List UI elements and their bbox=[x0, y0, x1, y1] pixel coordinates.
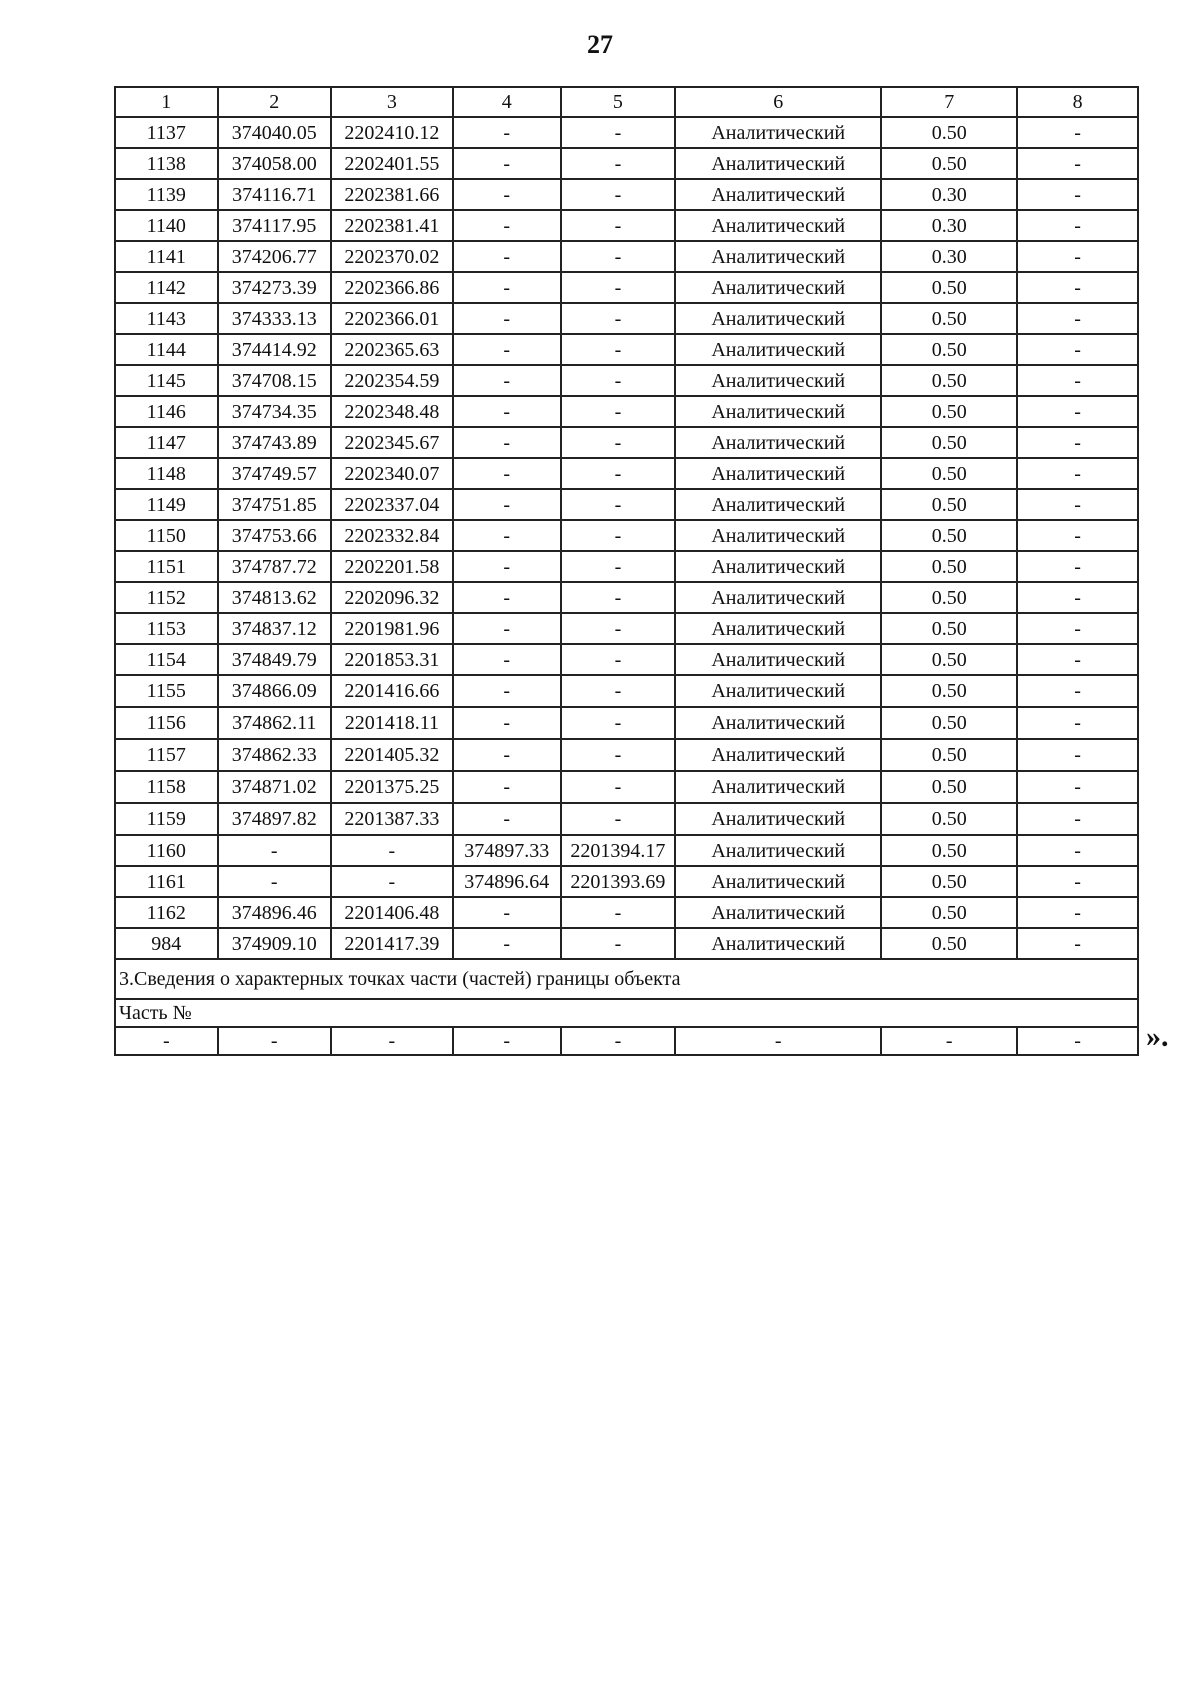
table-cell: 374753.66 bbox=[218, 520, 331, 551]
table-cell: 374708.15 bbox=[218, 365, 331, 396]
table-cell: - bbox=[561, 897, 675, 928]
table-cell: 0.50 bbox=[881, 866, 1017, 897]
table-cell: - bbox=[453, 1027, 561, 1055]
table-cell: 374058.00 bbox=[218, 148, 331, 179]
table-cell: 2201393.69 bbox=[561, 866, 675, 897]
table-cell: 0.30 bbox=[881, 210, 1017, 241]
table-cell: - bbox=[1017, 427, 1138, 458]
table-cell: - bbox=[561, 582, 675, 613]
table-cell: 1139 bbox=[115, 179, 218, 210]
table-cell: 0.50 bbox=[881, 835, 1017, 866]
table-cell: - bbox=[1017, 866, 1138, 897]
table-row bbox=[115, 739, 1138, 771]
table-cell: - bbox=[561, 803, 675, 835]
table-cell: 2202201.58 bbox=[331, 551, 453, 582]
table-row bbox=[115, 582, 1138, 613]
table-cell: 2202354.59 bbox=[331, 365, 453, 396]
table-cell: 2202096.32 bbox=[331, 582, 453, 613]
table-cell: 374871.02 bbox=[218, 771, 331, 803]
table-cell: 1153 bbox=[115, 613, 218, 644]
table-cell: 0.50 bbox=[881, 675, 1017, 707]
table-cell: 374743.89 bbox=[218, 427, 331, 458]
table-cell: - bbox=[218, 1027, 331, 1055]
table-row bbox=[115, 897, 1138, 928]
table-cell: - bbox=[453, 334, 561, 365]
table-cell: - bbox=[453, 739, 561, 771]
table-cell: 1151 bbox=[115, 551, 218, 582]
table-cell: Аналитический bbox=[675, 707, 881, 739]
table-cell: Аналитический bbox=[675, 179, 881, 210]
table-row bbox=[115, 707, 1138, 739]
table-cell: 2202381.41 bbox=[331, 210, 453, 241]
table-cell: Аналитический bbox=[675, 241, 881, 272]
column-header-cell: 4 bbox=[453, 87, 561, 117]
table-cell: 374813.62 bbox=[218, 582, 331, 613]
column-header-cell: 8 bbox=[1017, 87, 1138, 117]
table-cell: - bbox=[453, 427, 561, 458]
part-label-row bbox=[115, 999, 1138, 1027]
table-cell: - bbox=[453, 148, 561, 179]
table-cell: 0.50 bbox=[881, 396, 1017, 427]
table-cell: 2202366.01 bbox=[331, 303, 453, 334]
table-cell: 0.50 bbox=[881, 458, 1017, 489]
table-cell: - bbox=[453, 272, 561, 303]
section-title-row bbox=[115, 959, 1138, 999]
table-cell: 374117.95 bbox=[218, 210, 331, 241]
table-cell: - bbox=[561, 303, 675, 334]
column-header-cell: 5 bbox=[561, 87, 675, 117]
table-cell: 0.30 bbox=[881, 179, 1017, 210]
table-cell: Аналитический bbox=[675, 117, 881, 148]
table-cell: 1159 bbox=[115, 803, 218, 835]
table-row bbox=[115, 427, 1138, 458]
table-cell: - bbox=[561, 241, 675, 272]
table-cell: 2202381.66 bbox=[331, 179, 453, 210]
table-cell: 0.50 bbox=[881, 520, 1017, 551]
table-cell: - bbox=[561, 365, 675, 396]
table-cell: 0.50 bbox=[881, 613, 1017, 644]
table-cell: - bbox=[453, 241, 561, 272]
table-row bbox=[115, 179, 1138, 210]
table-cell: 1152 bbox=[115, 582, 218, 613]
table-row bbox=[115, 803, 1138, 835]
table-cell: - bbox=[453, 117, 561, 148]
table-cell: - bbox=[331, 835, 453, 866]
table-cell: Аналитический bbox=[675, 897, 881, 928]
table-cell: 0.50 bbox=[881, 803, 1017, 835]
table-cell: 2202340.07 bbox=[331, 458, 453, 489]
table-cell: - bbox=[1017, 928, 1138, 959]
table-cell: 2201418.11 bbox=[331, 707, 453, 739]
table-cell: - bbox=[1017, 117, 1138, 148]
table-cell: - bbox=[453, 458, 561, 489]
table-cell: Аналитический bbox=[675, 303, 881, 334]
table-cell: - bbox=[1017, 739, 1138, 771]
table-cell: Аналитический bbox=[675, 551, 881, 582]
table-cell: - bbox=[561, 458, 675, 489]
table-cell: 2201416.66 bbox=[331, 675, 453, 707]
table-cell: - bbox=[453, 897, 561, 928]
table-cell: Аналитический bbox=[675, 675, 881, 707]
empty-part-row bbox=[115, 1027, 1138, 1055]
table-cell: - bbox=[453, 520, 561, 551]
table-cell: - bbox=[1017, 365, 1138, 396]
table-cell: 0.50 bbox=[881, 928, 1017, 959]
table-cell: - bbox=[331, 866, 453, 897]
table-cell: 374897.82 bbox=[218, 803, 331, 835]
table-cell: 374896.64 bbox=[453, 866, 561, 897]
table-cell: 1137 bbox=[115, 117, 218, 148]
table-cell: 374273.39 bbox=[218, 272, 331, 303]
table-row bbox=[115, 675, 1138, 707]
table-cell: 0.30 bbox=[881, 241, 1017, 272]
table-cell: 1148 bbox=[115, 458, 218, 489]
table-cell: 374862.33 bbox=[218, 739, 331, 771]
table-cell: 2202370.02 bbox=[331, 241, 453, 272]
table-row bbox=[115, 396, 1138, 427]
column-header-cell: 1 bbox=[115, 87, 218, 117]
table-cell: 2202332.84 bbox=[331, 520, 453, 551]
table-cell: 374897.33 bbox=[453, 835, 561, 866]
table-cell: - bbox=[561, 707, 675, 739]
table-cell: 0.50 bbox=[881, 303, 1017, 334]
table-cell: - bbox=[1017, 489, 1138, 520]
table-cell: - bbox=[561, 148, 675, 179]
table-row bbox=[115, 272, 1138, 303]
table-cell: 1146 bbox=[115, 396, 218, 427]
table-cell: - bbox=[1017, 520, 1138, 551]
table-cell: - bbox=[881, 1027, 1017, 1055]
table-cell: Аналитический bbox=[675, 365, 881, 396]
table-cell: 984 bbox=[115, 928, 218, 959]
table-row bbox=[115, 365, 1138, 396]
table-cell: 2201375.25 bbox=[331, 771, 453, 803]
table-cell: 1158 bbox=[115, 771, 218, 803]
table-cell: 374040.05 bbox=[218, 117, 331, 148]
table-cell: 0.50 bbox=[881, 334, 1017, 365]
table-cell: 374862.11 bbox=[218, 707, 331, 739]
table-cell: - bbox=[453, 803, 561, 835]
table-cell: - bbox=[453, 771, 561, 803]
table-cell: 0.50 bbox=[881, 427, 1017, 458]
table-cell: Аналитический bbox=[675, 644, 881, 675]
table-cell: 1155 bbox=[115, 675, 218, 707]
table-cell: - bbox=[561, 520, 675, 551]
table-cell: 1147 bbox=[115, 427, 218, 458]
table-cell: - bbox=[561, 334, 675, 365]
table-cell: 0.50 bbox=[881, 365, 1017, 396]
table-cell: 374734.35 bbox=[218, 396, 331, 427]
table-cell: Аналитический bbox=[675, 489, 881, 520]
table-cell: - bbox=[1017, 396, 1138, 427]
table-row bbox=[115, 866, 1138, 897]
table-cell: - bbox=[561, 551, 675, 582]
table-cell: - bbox=[561, 1027, 675, 1055]
table-cell: Аналитический bbox=[675, 771, 881, 803]
table-row bbox=[115, 771, 1138, 803]
table-row bbox=[115, 644, 1138, 675]
table-cell: Аналитический bbox=[675, 520, 881, 551]
table-cell: - bbox=[561, 272, 675, 303]
table-cell: 1142 bbox=[115, 272, 218, 303]
table-cell: Аналитический bbox=[675, 613, 881, 644]
table-cell: - bbox=[561, 427, 675, 458]
table-cell: 2201981.96 bbox=[331, 613, 453, 644]
table-cell: - bbox=[561, 675, 675, 707]
table-cell: - bbox=[561, 489, 675, 520]
table-cell: 374896.46 bbox=[218, 897, 331, 928]
table-cell: - bbox=[1017, 272, 1138, 303]
table-cell: 2202366.86 bbox=[331, 272, 453, 303]
boundary-points-table bbox=[114, 86, 1139, 1056]
column-header-cell: 3 bbox=[331, 87, 453, 117]
table-cell: - bbox=[453, 928, 561, 959]
table-cell: - bbox=[1017, 897, 1138, 928]
table-body bbox=[115, 87, 1138, 1055]
table-cell: 1150 bbox=[115, 520, 218, 551]
table-cell: - bbox=[1017, 707, 1138, 739]
table-cell: - bbox=[675, 1027, 881, 1055]
table-cell: 0.50 bbox=[881, 582, 1017, 613]
closing-quote: ». bbox=[1146, 1020, 1169, 1053]
table-cell: Аналитический bbox=[675, 803, 881, 835]
table-cell: - bbox=[453, 210, 561, 241]
table-cell: 1145 bbox=[115, 365, 218, 396]
table-row bbox=[115, 613, 1138, 644]
table-cell: 374837.12 bbox=[218, 613, 331, 644]
table-row bbox=[115, 241, 1138, 272]
table-cell: 1157 bbox=[115, 739, 218, 771]
table-cell: 2201853.31 bbox=[331, 644, 453, 675]
table-row bbox=[115, 148, 1138, 179]
table-cell: - bbox=[453, 582, 561, 613]
table-cell: 0.50 bbox=[881, 117, 1017, 148]
table-cell: - bbox=[1017, 803, 1138, 835]
table-cell: 374866.09 bbox=[218, 675, 331, 707]
table-cell: - bbox=[561, 613, 675, 644]
table-cell: 0.50 bbox=[881, 644, 1017, 675]
table-cell: 2202337.04 bbox=[331, 489, 453, 520]
table-cell: 2202348.48 bbox=[331, 396, 453, 427]
table-cell: 374116.71 bbox=[218, 179, 331, 210]
table-cell: 0.50 bbox=[881, 897, 1017, 928]
table-cell: 0.50 bbox=[881, 148, 1017, 179]
table-cell: Аналитический bbox=[675, 396, 881, 427]
table-cell: Аналитический bbox=[675, 210, 881, 241]
table-row bbox=[115, 835, 1138, 866]
table-cell: - bbox=[1017, 241, 1138, 272]
table-cell: - bbox=[331, 1027, 453, 1055]
part-label: Часть № bbox=[115, 999, 1138, 1027]
table-cell: 0.50 bbox=[881, 272, 1017, 303]
table-cell: Аналитический bbox=[675, 427, 881, 458]
table-row bbox=[115, 520, 1138, 551]
table-cell: - bbox=[561, 396, 675, 427]
table-cell: 1154 bbox=[115, 644, 218, 675]
table-cell: - bbox=[561, 179, 675, 210]
table-cell: 374849.79 bbox=[218, 644, 331, 675]
page-number: 27 bbox=[587, 30, 613, 59]
table-cell: Аналитический bbox=[675, 928, 881, 959]
table-row bbox=[115, 303, 1138, 334]
table-cell: Аналитический bbox=[675, 739, 881, 771]
table-cell: 1144 bbox=[115, 334, 218, 365]
table-cell: - bbox=[115, 1027, 218, 1055]
column-header-cell: 7 bbox=[881, 87, 1017, 117]
table-cell: - bbox=[218, 866, 331, 897]
column-header-cell: 2 bbox=[218, 87, 331, 117]
table-cell: - bbox=[561, 739, 675, 771]
table-cell: - bbox=[453, 303, 561, 334]
table-cell: - bbox=[453, 396, 561, 427]
table-cell: - bbox=[1017, 334, 1138, 365]
table-cell: 374909.10 bbox=[218, 928, 331, 959]
table-cell: 0.50 bbox=[881, 707, 1017, 739]
table-cell: 2202410.12 bbox=[331, 117, 453, 148]
table-cell: 2201406.48 bbox=[331, 897, 453, 928]
table-cell: - bbox=[453, 551, 561, 582]
table-cell: - bbox=[453, 707, 561, 739]
table-cell: - bbox=[453, 675, 561, 707]
table-cell: 2201405.32 bbox=[331, 739, 453, 771]
table-cell: 2202365.63 bbox=[331, 334, 453, 365]
table-cell: - bbox=[561, 644, 675, 675]
table-row bbox=[115, 117, 1138, 148]
table-cell: Аналитический bbox=[675, 458, 881, 489]
table-cell: - bbox=[1017, 210, 1138, 241]
table-cell: - bbox=[1017, 1027, 1138, 1055]
table-cell: 374414.92 bbox=[218, 334, 331, 365]
table-row bbox=[115, 489, 1138, 520]
table-cell: 1162 bbox=[115, 897, 218, 928]
table-cell: - bbox=[561, 210, 675, 241]
table-row bbox=[115, 334, 1138, 365]
table-row bbox=[115, 458, 1138, 489]
table-cell: 374333.13 bbox=[218, 303, 331, 334]
table-cell: 374206.77 bbox=[218, 241, 331, 272]
table-cell: - bbox=[1017, 675, 1138, 707]
table-cell: 0.50 bbox=[881, 771, 1017, 803]
table-row bbox=[115, 928, 1138, 959]
table-cell: 1138 bbox=[115, 148, 218, 179]
column-header-row bbox=[115, 87, 1138, 117]
table-cell: - bbox=[1017, 613, 1138, 644]
table-cell: Аналитический bbox=[675, 272, 881, 303]
table-cell: - bbox=[561, 928, 675, 959]
table-cell: - bbox=[1017, 551, 1138, 582]
table-cell: - bbox=[1017, 771, 1138, 803]
table-cell: 1156 bbox=[115, 707, 218, 739]
table-cell: - bbox=[453, 644, 561, 675]
table-cell: 374751.85 bbox=[218, 489, 331, 520]
table-cell: - bbox=[218, 835, 331, 866]
table-cell: 2201387.33 bbox=[331, 803, 453, 835]
table-cell: - bbox=[1017, 303, 1138, 334]
table-cell: - bbox=[561, 117, 675, 148]
table-cell: - bbox=[1017, 458, 1138, 489]
table-cell: 0.50 bbox=[881, 739, 1017, 771]
table-cell: - bbox=[1017, 644, 1138, 675]
table-cell: 374749.57 bbox=[218, 458, 331, 489]
table-cell: Аналитический bbox=[675, 334, 881, 365]
table-cell: - bbox=[453, 489, 561, 520]
column-header-cell: 6 bbox=[675, 87, 881, 117]
table-cell: 374787.72 bbox=[218, 551, 331, 582]
table-cell: Аналитический bbox=[675, 866, 881, 897]
table-cell: 1141 bbox=[115, 241, 218, 272]
table-cell: 1160 bbox=[115, 835, 218, 866]
table-cell: - bbox=[561, 771, 675, 803]
table-cell: - bbox=[1017, 148, 1138, 179]
section-title: 3.Сведения о характерных точках части (частей) границы объекта bbox=[115, 959, 1138, 999]
table-cell: 2202345.67 bbox=[331, 427, 453, 458]
table-cell: - bbox=[1017, 582, 1138, 613]
table-cell: Аналитический bbox=[675, 148, 881, 179]
table-cell: 2201394.17 bbox=[561, 835, 675, 866]
table-cell: - bbox=[453, 613, 561, 644]
table-row bbox=[115, 551, 1138, 582]
table-row bbox=[115, 210, 1138, 241]
table-cell: 1140 bbox=[115, 210, 218, 241]
table-cell: - bbox=[1017, 179, 1138, 210]
table-cell: Аналитический bbox=[675, 582, 881, 613]
table-cell: 0.50 bbox=[881, 489, 1017, 520]
table-cell: 0.50 bbox=[881, 551, 1017, 582]
table-cell: Аналитический bbox=[675, 835, 881, 866]
table-cell: 1143 bbox=[115, 303, 218, 334]
table-cell: 2202401.55 bbox=[331, 148, 453, 179]
table-cell: - bbox=[453, 365, 561, 396]
table-cell: 1161 bbox=[115, 866, 218, 897]
table-cell: - bbox=[1017, 835, 1138, 866]
table-cell: 2201417.39 bbox=[331, 928, 453, 959]
table-cell: 1149 bbox=[115, 489, 218, 520]
table-cell: - bbox=[453, 179, 561, 210]
